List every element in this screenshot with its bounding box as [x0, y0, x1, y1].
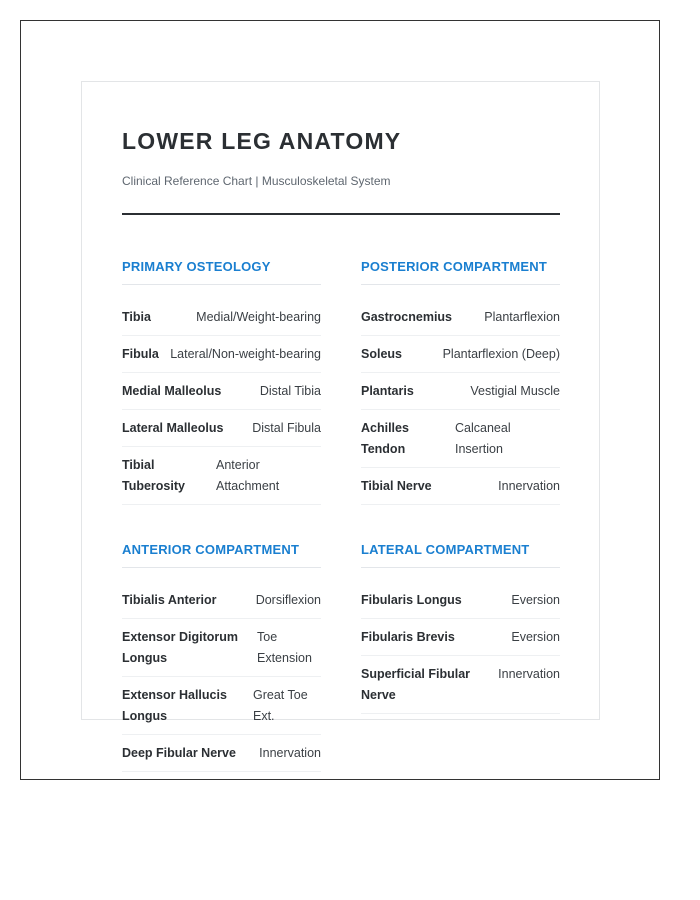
row-name: Tibialis Anterior	[122, 593, 217, 607]
table-row	[122, 373, 321, 410]
section-primary-osteology	[122, 259, 321, 505]
table-row	[122, 447, 321, 505]
row-name: Superficial Fibular Nerve	[361, 667, 471, 702]
row-name: Fibularis Longus	[361, 593, 462, 607]
row-name: Achilles Tendon	[361, 421, 409, 456]
section-posterior-compartment	[361, 259, 560, 505]
row-name: Plantaris	[361, 384, 414, 398]
row-desc: Anterior Attachment	[216, 458, 280, 493]
row-desc: Medial/Weight-bearing	[196, 310, 321, 324]
row-desc: Vestigial Muscle	[470, 384, 560, 398]
row-name: Fibularis Brevis	[361, 630, 455, 644]
section-title: ANTERIOR COMPARTMENT	[122, 542, 321, 568]
table-row	[361, 299, 560, 336]
table-row	[122, 735, 321, 772]
row-desc: Great Toe Ext.	[253, 688, 308, 723]
table-row	[122, 677, 321, 735]
row-desc: Dorsiflexion	[255, 593, 321, 607]
table-row	[361, 582, 560, 619]
row-name: Tibial Tuberosity	[122, 458, 185, 493]
row-desc: Lateral/Non-weight-bearing	[170, 347, 321, 361]
row-desc: Eversion	[511, 593, 560, 607]
row-name: Extensor Digitorum Longus	[122, 630, 238, 665]
row-name: Lateral Malleolus	[122, 421, 224, 435]
table-row	[122, 582, 321, 619]
row-desc: Distal Tibia	[259, 384, 321, 398]
table-row	[361, 619, 560, 656]
row-name: Tibia	[122, 310, 151, 324]
section-lateral-compartment	[361, 542, 560, 714]
row-desc: Distal Fibula	[252, 421, 321, 435]
row-desc: Plantarflexion (Deep)	[442, 347, 560, 361]
table-row	[122, 336, 321, 373]
section-title: POSTERIOR COMPARTMENT	[361, 259, 560, 285]
table-row	[122, 299, 321, 336]
row-desc: Innervation	[498, 479, 560, 493]
page-title: LOWER LEG ANATOMY	[122, 128, 402, 154]
row-desc: Innervation	[259, 746, 321, 760]
row-name: Tibial Nerve	[361, 479, 432, 493]
row-name: Soleus	[361, 347, 402, 361]
row-desc: Calcaneal Insertion	[455, 421, 511, 456]
section-anterior-compartment	[122, 542, 321, 772]
row-desc: Eversion	[511, 630, 560, 644]
table-row	[361, 336, 560, 373]
row-name: Deep Fibular Nerve	[122, 746, 236, 760]
table-row	[361, 656, 560, 714]
row-desc: Plantarflexion	[484, 310, 560, 324]
table-row	[122, 619, 321, 677]
section-title: LATERAL COMPARTMENT	[361, 542, 560, 568]
table-row	[361, 468, 560, 505]
row-desc: Innervation	[498, 667, 560, 681]
row-desc: Toe Extension	[257, 630, 312, 665]
table-row	[361, 410, 560, 468]
row-name: Medial Malleolus	[122, 384, 222, 398]
row-name: Fibula	[122, 347, 159, 361]
table-row	[361, 373, 560, 410]
row-name: Gastrocnemius	[361, 310, 453, 324]
table-row	[122, 410, 321, 447]
section-title: PRIMARY OSTEOLOGY	[122, 259, 321, 285]
title-divider	[122, 213, 560, 215]
row-name: Extensor Hallucis Longus	[122, 688, 227, 723]
page-subtitle: Clinical Reference Chart | Musculoskeletal System	[122, 174, 391, 188]
